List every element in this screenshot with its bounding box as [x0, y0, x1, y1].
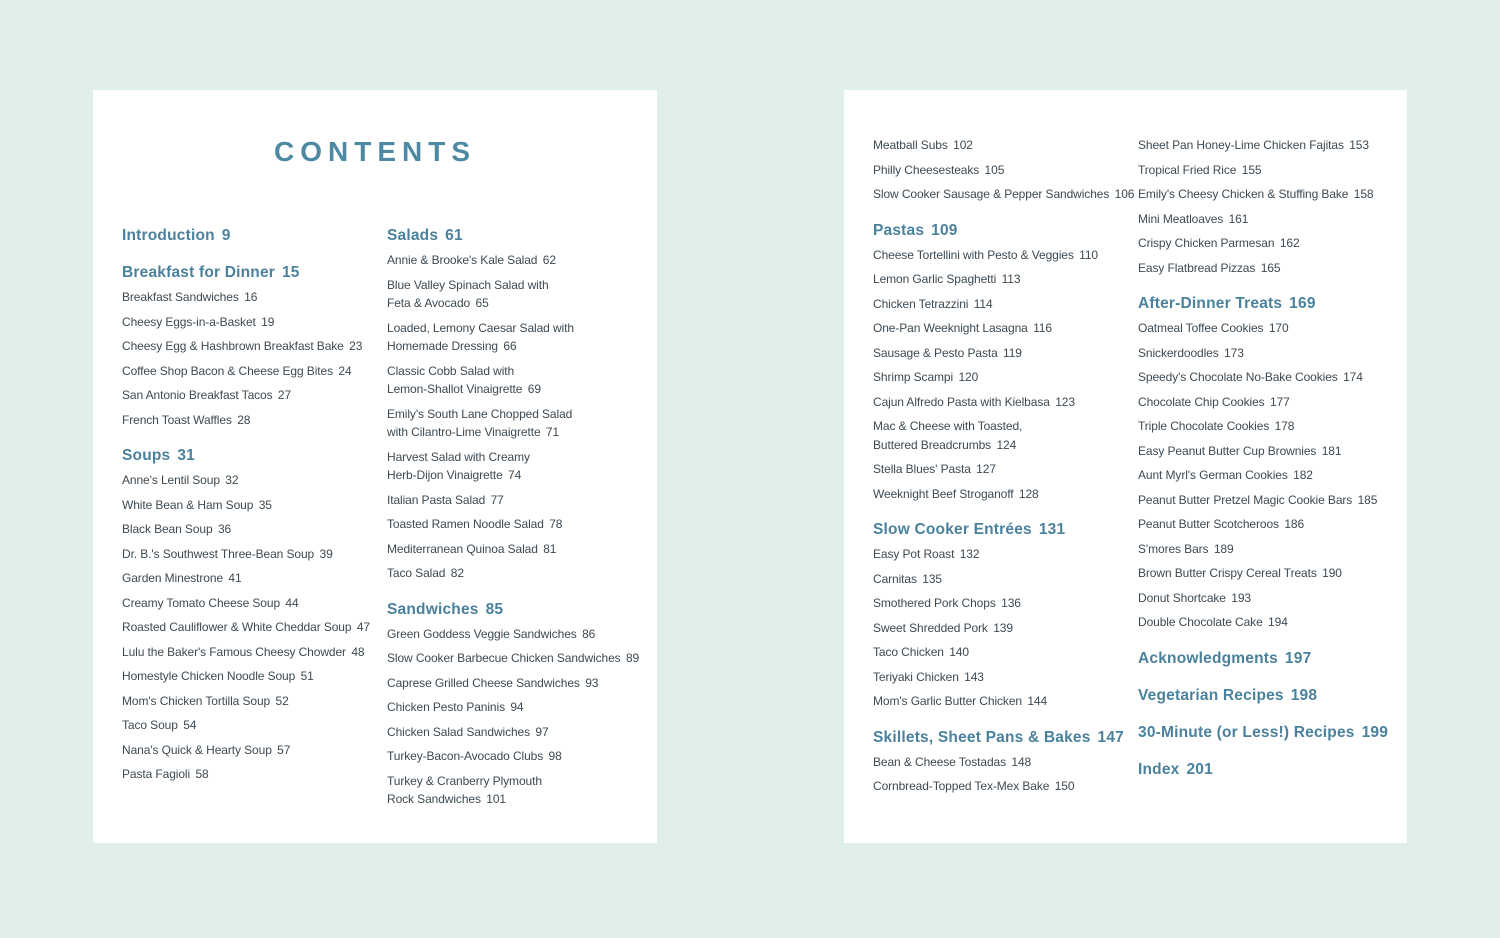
entry-page-number: 174	[1343, 370, 1363, 384]
toc-entry: Mediterranean Quinoa Salad 81	[387, 541, 557, 556]
section-heading	[1138, 685, 1378, 706]
entry-page-number: 89	[625, 651, 640, 665]
section-heading-label: 30-Minute (or Less!) Recipes	[1138, 723, 1355, 741]
entry-page-number: 102	[953, 138, 973, 152]
entry-page-number: 27	[277, 388, 292, 402]
toc-entry: Lulu the Baker's Famous Cheesy Chowder 48	[122, 644, 365, 659]
entry-page-number: 194	[1268, 615, 1288, 629]
entry-page-number: 110	[1079, 247, 1098, 262]
toc-entry: Dr. B.'s Southwest Three-Bean Soup 39	[122, 546, 333, 561]
toc-entry: Easy Peanut Butter Cup Brownies 181	[1138, 443, 1342, 458]
section-heading	[1138, 722, 1389, 743]
section-heading	[122, 262, 387, 283]
entry-page-number: 71	[545, 425, 560, 439]
section-heading-label: Breakfast for Dinner	[122, 264, 276, 281]
toc-entry: Smothered Pork Chops 136	[873, 596, 1021, 610]
toc-entry: Cheesy Egg & Hashbrown Breakfast Bake 23	[122, 339, 363, 353]
toc-entry: Coffee Shop Bacon & Cheese Egg Bites 24	[122, 363, 352, 378]
toc-entry: Weeknight Beef Stroganoff 128	[873, 486, 1039, 501]
entry-page-number: 32	[225, 473, 239, 487]
entry-page-number: 150	[1054, 779, 1075, 793]
entry-page-number: 135	[922, 571, 943, 586]
toc-entry: Cajun Alfredo Pasta with Kielbasa 123	[873, 394, 1075, 409]
entry-page-number: 106	[1114, 187, 1135, 201]
entry-page-number: 116	[1033, 321, 1052, 335]
right-page-columns	[844, 90, 1407, 802]
toc-entry: Easy Flatbread Pizzas 165	[1138, 260, 1281, 275]
section-heading	[122, 225, 387, 246]
entry-page-number: 140	[949, 645, 969, 659]
toc-entry: Turkey-Bacon-Avocado Clubs 98	[387, 749, 562, 763]
toc-entry: Slow Cooker Sausage & Pepper Sandwiches 106	[873, 187, 1135, 201]
toc-entry: Snickerdoodles 173	[1138, 345, 1244, 360]
entry-page-number: 65	[475, 296, 489, 310]
toc-entry: Sausage & Pesto Pasta 119	[873, 345, 1022, 360]
toc-entry: Chicken Tetrazzini 114	[873, 296, 993, 311]
entry-page-number: 132	[959, 547, 980, 561]
left-book-page	[93, 90, 657, 843]
toc-entry: Creamy Tomato Cheese Soup 44	[122, 595, 299, 610]
entry-page-number: 170	[1268, 321, 1289, 335]
toc-entry: Homestyle Chicken Noodle Soup 51	[122, 669, 314, 683]
right-book-page	[844, 90, 1407, 843]
toc-entry: Lemon Garlic Spaghetti 113	[873, 272, 1021, 286]
section-page-number: 198	[1290, 686, 1318, 704]
entry-page-number: 57	[277, 742, 291, 757]
toc-entry: Italian Pasta Salad 77	[387, 492, 504, 507]
entry-page-number: 181	[1321, 443, 1342, 458]
entry-page-number: 136	[1001, 596, 1021, 610]
section-page-number: 201	[1186, 760, 1213, 778]
section-heading-label: Acknowledgments	[1138, 649, 1278, 667]
toc-entry: Emily's South Lane Chopped Salad with Cilantro-Lime Vinaigrette 71	[387, 406, 573, 439]
toc-section	[1138, 685, 1378, 706]
toc-entry: Harvest Salad with Creamy Herb-Dijon Vinaigrette 74	[387, 449, 530, 482]
toc-entry: Cornbread-Topped Tex-Mex Bake 150	[873, 779, 1075, 793]
entry-page-number: 165	[1260, 260, 1281, 275]
entry-page-number: 19	[261, 314, 275, 329]
toc-entry: Cheesy Eggs-in-a-Basket 19	[122, 314, 275, 329]
entry-page-number: 54	[183, 718, 197, 732]
entry-page-number: 182	[1293, 468, 1313, 482]
section-page-number: 15	[281, 264, 300, 281]
entry-page-number: 193	[1231, 590, 1252, 605]
section-page-number: 197	[1284, 649, 1312, 667]
toc-entry: One-Pan Weeknight Lasagna 116	[873, 321, 1052, 335]
entry-page-number: 161	[1228, 211, 1249, 226]
toc-entry: Anne's Lentil Soup 32	[122, 473, 239, 487]
entry-page-number: 41	[228, 571, 242, 585]
entry-page-number: 143	[964, 669, 984, 684]
entry-page-number: 185	[1357, 492, 1378, 507]
toc-entry: Annie & Brooke's Kale Salad 62	[387, 253, 556, 267]
toc-entry: Turkey & Cranberry Plymouth Rock Sandwiches 101	[387, 773, 542, 806]
toc-entry: Tropical Fried Rice 155	[1138, 162, 1262, 177]
entry-page-number: 178	[1274, 419, 1295, 433]
toc-entry: Stella Blues' Pasta 127	[873, 462, 996, 476]
toc-entry: Double Chocolate Cake 194	[1138, 615, 1288, 629]
entry-page-number: 155	[1241, 162, 1262, 177]
entry-page-number: 119	[1003, 345, 1022, 360]
section-heading	[122, 445, 387, 466]
toc-entry: Brown Butter Crispy Cereal Treats 190	[1138, 566, 1342, 580]
entry-page-number: 44	[285, 595, 299, 610]
section-page-number: 61	[445, 227, 463, 244]
toc-entry: Chicken Salad Sandwiches 97	[387, 724, 549, 739]
section-heading-label: Salads	[387, 227, 439, 244]
section-heading-label: Sandwiches	[387, 600, 479, 618]
toc-entry: Crispy Chicken Parmesan 162	[1138, 236, 1300, 250]
toc-entry: Easy Pot Roast 132	[873, 547, 980, 561]
toc-entry: Oatmeal Toffee Cookies 170	[1138, 321, 1289, 335]
toc-section	[1138, 759, 1378, 780]
toc-entry: Nana's Quick & Hearty Soup 57	[122, 742, 291, 757]
entry-page-number: 69	[527, 382, 541, 396]
section-page-number: 85	[485, 600, 504, 618]
entry-page-number: 16	[244, 290, 258, 304]
toc-entry: Aunt Myrl's German Cookies 182	[1138, 468, 1313, 482]
section-page-number: 109	[931, 221, 958, 239]
section-heading-label: Index	[1138, 760, 1180, 778]
toc-entry: S'mores Bars 189	[1138, 541, 1234, 556]
entry-page-number: 81	[543, 541, 557, 556]
toc-section	[873, 136, 1138, 204]
entry-page-number: 144	[1027, 694, 1048, 708]
toc-section	[873, 519, 1138, 711]
entry-page-number: 190	[1322, 566, 1342, 580]
section-heading-label: Soups	[122, 447, 171, 464]
section-heading	[1138, 293, 1378, 314]
entry-page-number: 24	[338, 363, 352, 378]
section-heading-label: Introduction	[122, 227, 215, 244]
toc-entry: Sweet Shredded Pork 139	[873, 620, 1013, 635]
toc-section	[122, 262, 387, 429]
toc-entry: Pasta Fagioli 58	[122, 767, 209, 781]
entry-page-number: 148	[1011, 754, 1032, 769]
toc-entry: Meatball Subs 102	[873, 138, 973, 152]
entry-page-number: 173	[1224, 345, 1244, 360]
entry-page-number: 82	[450, 566, 464, 580]
toc-entry: Speedy's Chocolate No-Bake Cookies 174	[1138, 370, 1363, 384]
entry-page-number: 186	[1284, 517, 1305, 531]
toc-entry: Mom's Chicken Tortilla Soup 52	[122, 693, 289, 708]
toc-section	[1138, 136, 1378, 277]
entry-page-number: 128	[1018, 486, 1039, 501]
toc-entry: Shrimp Scampi 120	[873, 370, 979, 384]
entry-page-number: 120	[958, 370, 979, 384]
section-page-number: 199	[1361, 723, 1389, 741]
section-heading	[1138, 759, 1378, 780]
section-heading-label: Vegetarian Recipes	[1138, 686, 1284, 704]
section-heading	[1138, 648, 1378, 669]
entry-page-number: 86	[582, 626, 596, 641]
entry-page-number: 62	[542, 253, 556, 267]
entry-page-number: 158	[1353, 187, 1374, 201]
entry-page-number: 36	[217, 522, 232, 536]
toc-entry: White Bean & Ham Soup 35	[122, 497, 272, 512]
contents-title: CONTENTS	[274, 136, 476, 167]
toc-entry: Toasted Ramen Noodle Salad 78	[387, 517, 563, 531]
entry-page-number: 74	[508, 468, 522, 482]
section-page-number: 169	[1289, 295, 1316, 312]
toc-section	[1138, 648, 1378, 669]
toc-entry: Philly Cheesesteaks 105	[873, 162, 1005, 177]
toc-column	[873, 136, 1138, 802]
toc-entry: Chicken Pesto Paninis 94	[387, 700, 524, 714]
toc-entry: Peanut Butter Pretzel Magic Cookie Bars 185	[1138, 492, 1378, 507]
section-heading	[873, 519, 1138, 540]
section-page-number: 9	[221, 227, 231, 244]
section-heading	[387, 599, 627, 620]
section-heading	[387, 225, 627, 246]
section-heading-label: Skillets, Sheet Pans & Bakes	[873, 728, 1091, 746]
entry-page-number: 177	[1269, 394, 1290, 409]
section-heading	[873, 727, 1138, 748]
toc-entry: Bean & Cheese Tostadas 148	[873, 754, 1032, 769]
entry-page-number: 123	[1055, 394, 1075, 409]
entry-page-number: 127	[976, 462, 996, 476]
toc-section	[1138, 722, 1389, 743]
section-heading	[873, 220, 1138, 241]
toc-entry: Mom's Garlic Butter Chicken 144	[873, 694, 1048, 708]
section-heading-label: Slow Cooker Entrées	[873, 521, 1032, 538]
entry-page-number: 101	[486, 792, 507, 806]
toc-entry: Green Goddess Veggie Sandwiches 86	[387, 626, 596, 641]
entry-page-number: 39	[319, 546, 333, 561]
toc-entry: Sheet Pan Honey-Lime Chicken Fajitas 153	[1138, 138, 1369, 152]
entry-page-number: 153	[1349, 138, 1369, 152]
entry-page-number: 124	[996, 437, 1017, 452]
toc-entry: Chocolate Chip Cookies 177	[1138, 394, 1290, 409]
toc-entry: Breakfast Sandwiches 16	[122, 290, 258, 304]
toc-column	[122, 225, 387, 815]
entry-page-number: 35	[258, 497, 272, 512]
entry-page-number: 98	[548, 749, 562, 763]
toc-entry: Slow Cooker Barbecue Chicken Sandwiches 89	[387, 651, 640, 665]
toc-entry: Loaded, Lemony Caesar Salad with Homemade Dressing 66	[387, 320, 574, 353]
entry-page-number: 162	[1279, 236, 1300, 250]
entry-page-number: 48	[351, 644, 365, 659]
entry-page-number: 189	[1213, 541, 1234, 556]
toc-section	[122, 225, 387, 246]
entry-page-number: 94	[510, 700, 524, 714]
toc-column	[387, 225, 640, 815]
entry-page-number: 52	[275, 693, 289, 708]
toc-entry: Taco Soup 54	[122, 718, 197, 732]
toc-entry: French Toast Waffles 28	[122, 412, 251, 427]
left-page-columns	[93, 225, 657, 815]
entry-page-number: 139	[993, 620, 1013, 635]
entry-page-number: 23	[349, 339, 363, 353]
toc-entry: San Antonio Breakfast Tacos 27	[122, 388, 292, 402]
toc-entry: Caprese Grilled Cheese Sandwiches 93	[387, 675, 599, 690]
toc-entry: Blue Valley Spinach Salad with Feta & Avocado 65	[387, 277, 549, 310]
entry-page-number: 78	[549, 517, 563, 531]
entry-page-number: 113	[1001, 272, 1021, 286]
entry-page-number: 66	[503, 339, 517, 353]
entry-page-number: 58	[195, 767, 209, 781]
toc-entry: Donut Shortcake 193	[1138, 590, 1252, 605]
entry-page-number: 105	[984, 162, 1005, 177]
entry-page-number: 93	[585, 675, 599, 690]
section-page-number: 31	[177, 447, 195, 464]
toc-section	[387, 599, 640, 809]
toc-entry: Taco Salad 82	[387, 566, 464, 580]
toc-entry: Carnitas 135	[873, 571, 943, 586]
toc-entry: Mac & Cheese with Toasted, Buttered Breadcrumbs 124	[873, 419, 1023, 452]
toc-entry: Teriyaki Chicken 143	[873, 669, 984, 684]
toc-entry: Classic Cobb Salad with Lemon-Shallot Vinaigrette 69	[387, 363, 541, 396]
toc-entry: Cheese Tortellini with Pesto & Veggies 110	[873, 247, 1098, 262]
toc-section	[387, 225, 627, 583]
toc-entry: Black Bean Soup 36	[122, 522, 232, 536]
section-page-number: 131	[1038, 521, 1066, 538]
toc-entry: Emily's Cheesy Chicken & Stuffing Bake 158	[1138, 187, 1374, 201]
toc-entry: Triple Chocolate Cookies 178	[1138, 419, 1295, 433]
toc-section	[1138, 293, 1378, 632]
section-heading-label: After-Dinner Treats	[1138, 295, 1283, 312]
entry-page-number: 77	[490, 492, 504, 507]
toc-entry: Peanut Butter Scotcheroos 186	[1138, 517, 1305, 531]
toc-section	[873, 727, 1138, 796]
toc-entry: Mini Meatloaves 161	[1138, 211, 1249, 226]
section-page-number: 147	[1097, 728, 1124, 746]
toc-section	[122, 445, 387, 784]
toc-entry: Taco Chicken 140	[873, 645, 969, 659]
entry-page-number: 28	[237, 412, 251, 427]
toc-entry: Roasted Cauliflower & White Cheddar Soup 47	[122, 620, 371, 634]
entry-page-number: 51	[300, 669, 314, 683]
toc-entry: Garden Minestrone 41	[122, 571, 242, 585]
entry-page-number: 47	[356, 620, 371, 634]
toc-section	[873, 220, 1138, 504]
section-heading-label: Pastas	[873, 221, 925, 239]
toc-column	[1138, 136, 1389, 802]
entry-page-number: 114	[973, 296, 993, 311]
entry-page-number: 97	[535, 724, 549, 739]
